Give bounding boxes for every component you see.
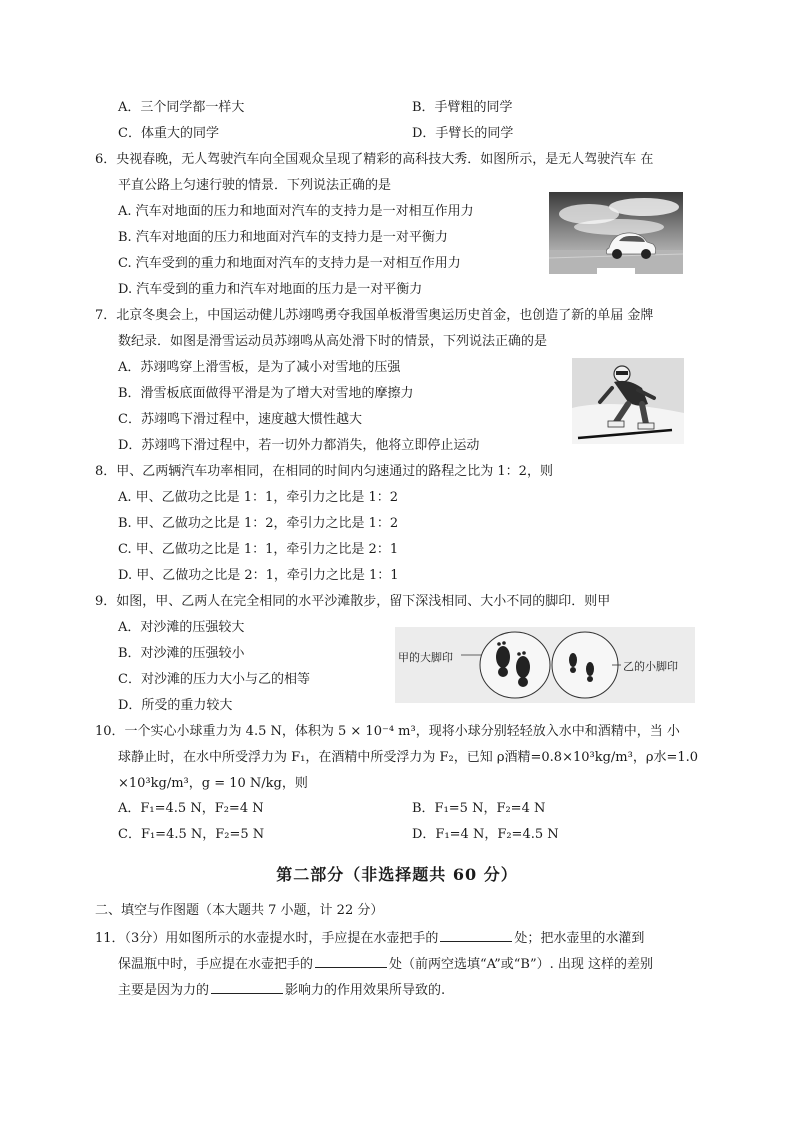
- q7-option-a: A．苏翊鸣穿上滑雪板，是为了减小对雪地的压强: [118, 360, 401, 375]
- q8-option-a: A. 甲、乙做功之比是 1：1，牵引力之比是 1：2: [118, 490, 399, 505]
- q6-stem-line-2: 平直公路上匀速行驶的情景．下列说法正确的是: [118, 178, 392, 193]
- part-two-title: 第二部分（非选择题共 60 分）: [276, 865, 518, 884]
- q10-option-c: C．F₁=4.5 N，F₂=5 N: [118, 827, 265, 842]
- q11-blank-1[interactable]: [440, 929, 512, 942]
- q8-option-b: B. 甲、乙做功之比是 1：2，牵引力之比是 1：2: [118, 516, 399, 531]
- q11-line-3-text-a: 主要是因为力的: [118, 983, 210, 998]
- q6-option-c: C. 汽车受到的重力和地面对汽车的支持力是一对相互作用力: [118, 256, 461, 271]
- q8-option-c: C. 甲、乙做功之比是 1：1，牵引力之比是 2：1: [118, 542, 399, 557]
- q10-stem-line-1: 10．一个实心小球重力为 4.5 N，体积为 5 × 10⁻⁴ m³，现将小球分别轻轻放入水中和酒精中，当 小: [95, 724, 680, 739]
- q9-option-d: D．所受的重力较大: [118, 698, 233, 713]
- snowboarder-image: [572, 358, 684, 444]
- q10-option-a: A．F₁=4.5 N，F₂=4 N: [118, 801, 264, 816]
- q10-stem-line-2: 球静止时，在水中所受浮力为 F₁，在酒精中所受浮力为 F₂，已知 ρ酒精=0.8×10³kg/m³，ρ水=1.0: [118, 750, 699, 765]
- q11-line-2-text-a: 保温瓶中时，手应提在水壶把手的: [118, 957, 314, 972]
- q8-option-d: D. 甲、乙做功之比是 2：1，牵引力之比是 1：1: [118, 568, 399, 583]
- driverless-car-image: [549, 192, 683, 274]
- q11-line-2-text-b: 处（前两空选填“A”或“B”）. 出现 这样的差别: [389, 957, 654, 972]
- q8-stem-line-1: 8．甲、乙两辆汽车功率相同，在相同的时间内匀速通过的路程之比为 1：2，则: [95, 464, 553, 479]
- q11-blank-2[interactable]: [315, 955, 387, 968]
- q7-stem-line-1: 7．北京冬奥会上，中国运动健儿苏翊鸣勇夺我国单板滑雪奥运历史首金，也创造了新的单届 金牌: [95, 308, 654, 323]
- q11-line-1-text-a: 11．（3分）用如图所示的水壶提水时，手应提在水壶把手的: [95, 931, 439, 946]
- q5-option-d: D．手臂长的同学: [412, 126, 514, 141]
- q6-option-d: D. 汽车受到的重力和汽车对地面的压力是一对平衡力: [118, 282, 423, 297]
- small-footprint-label: 乙的小脚印: [623, 660, 678, 673]
- q5-option-c: C．体重大的同学: [118, 126, 219, 141]
- q9-option-a: A．对沙滩的压强较大: [118, 620, 245, 635]
- q10-option-d: D．F₁=4 N，F₂=4.5 N: [412, 827, 559, 842]
- q10-option-b: B．F₁=5 N，F₂=4 N: [412, 801, 546, 816]
- q5-option-a: A．三个同学都一样大: [118, 100, 245, 115]
- q6-stem-line-1: 6．央视春晚，无人驾驶汽车向全国观众呈现了精彩的高科技大秀．如图所示，是无人驾驶汽车 在: [95, 152, 654, 167]
- q10-stem-line-3: ×10³kg/m³，g = 10 N/kg，则: [118, 776, 308, 791]
- q11-blank-3[interactable]: [211, 981, 283, 994]
- q11-line-2: [118, 955, 653, 974]
- q11-line-1-text-b: 处；把水壶里的水灌到: [514, 931, 645, 946]
- q11-line-3: [118, 981, 445, 1000]
- q11-line-1: [95, 929, 644, 948]
- q6-option-a: A. 汽车对地面的压力和地面对汽车的支持力是一对相互作用力: [118, 204, 474, 219]
- q6-option-b: B. 汽车对地面的压力和地面对汽车的支持力是一对平衡力: [118, 230, 448, 245]
- footprints-figure: [395, 627, 695, 703]
- q7-option-b: B．滑雪板底面做得平滑是为了增大对雪地的摩擦力: [118, 386, 414, 401]
- big-footprint-label: 甲的大脚印: [398, 651, 453, 664]
- q7-stem-line-2: 数纪录．如图是滑雪运动员苏翊鸣从高处滑下时的情景，下列说法正确的是: [118, 334, 548, 349]
- q9-option-c: C．对沙滩的压力大小与乙的相等: [118, 672, 310, 687]
- q11-line-3-text-b: 影响力的作用效果所导致的.: [285, 983, 446, 998]
- q5-option-b: B．手臂粗的同学: [412, 100, 513, 115]
- q9-option-b: B．对沙滩的压强较小: [118, 646, 245, 661]
- q7-option-d: D．苏翊鸣下滑过程中，若一切外力都消失，他将立即停止运动: [118, 438, 480, 453]
- section-heading: 二、填空与作图题（本大题共 7 小题，计 22 分）: [95, 903, 384, 918]
- q9-stem-line-1: 9．如图，甲、乙两人在完全相同的水平沙滩散步，留下深浅相同、大小不同的脚印．则甲: [95, 594, 611, 609]
- q7-option-c: C．苏翊鸣下滑过程中，速度越大惯性越大: [118, 412, 362, 427]
